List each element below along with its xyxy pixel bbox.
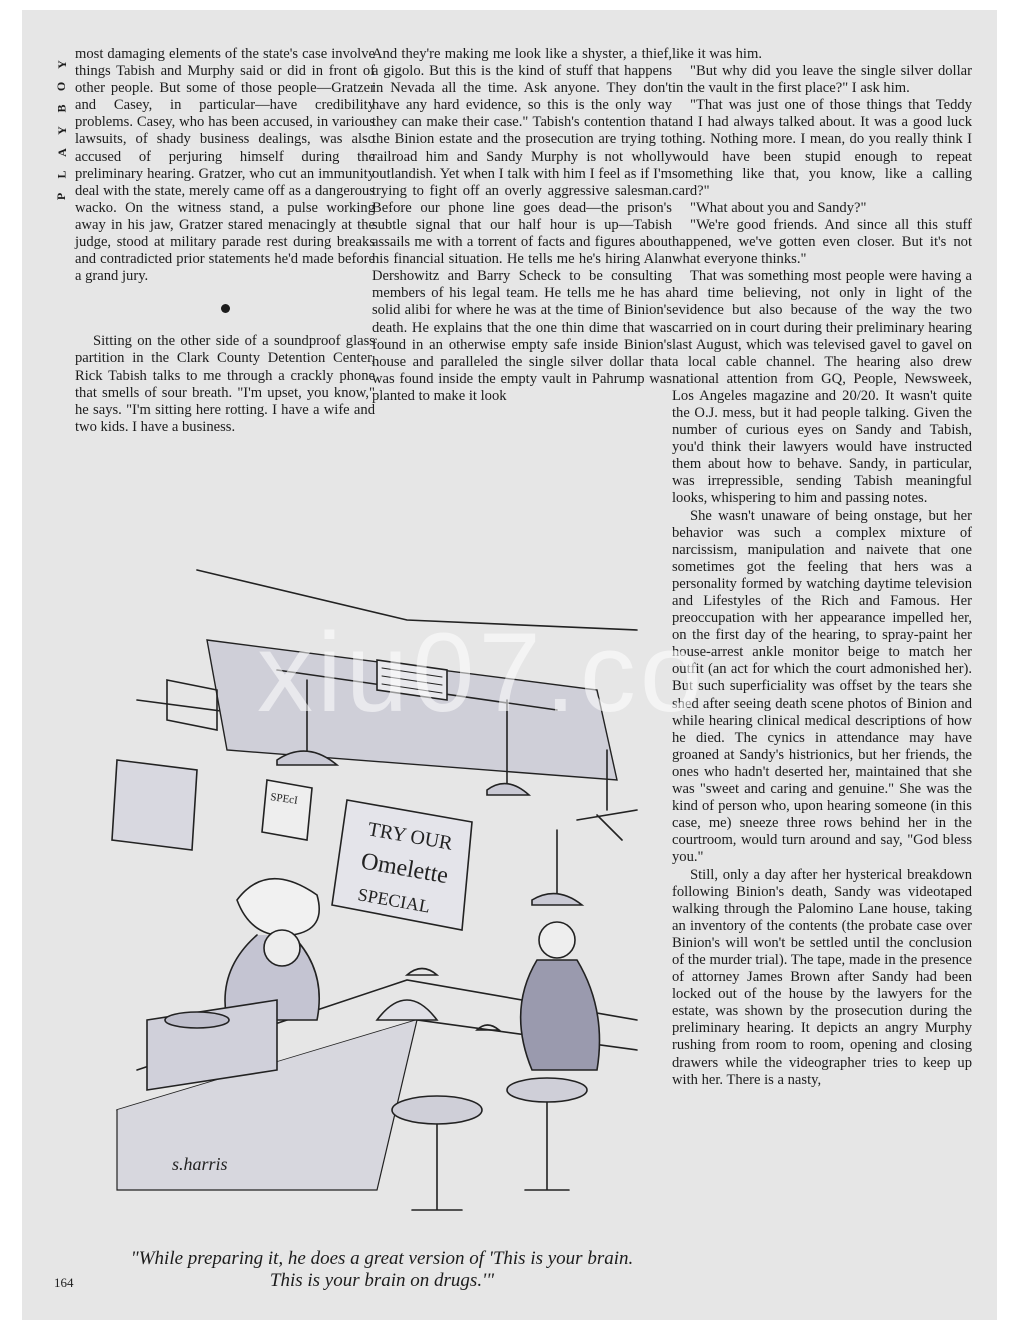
customer-figure	[521, 922, 600, 1070]
cartoonist-signature: s.harris	[172, 1154, 228, 1174]
paragraph: "What about you and Sandy?"	[690, 199, 867, 216]
article-column-1	[75, 46, 375, 436]
sign-line: Omelette	[358, 848, 451, 890]
paragraph: Sitting on the other side of a soundproof glass partition in the Clark County Detention Center, Rick Tabish talks to me through a crackly phone that smells of sour breath. "I'm upset, you know," he says. "I'm sitting here rotting. I have a wife and two kids. I have a business.	[75, 333, 375, 435]
paragraph: That was something most people were having a hard time believing, not only in light of the evidence but also because of the way the two carried on in court during their preliminary hearing last August, which was televised gavel to gavel on a local cable channel. The hearing also drew national attention from GQ, People, Newsweek, Los Angeles magazine and 20/20. It wasn't quite the O.J. mess, but it had people talking. Given the number of curious eyes on Sandy and Tabish, you'd think their lawyers would have instructed them about how to behave. Sandy, in particular, was irrepressible, sending Tabish meaningful looks, whispering to him and passing notes.	[672, 268, 972, 507]
paragraph: She wasn't unaware of being onstage, but her behavior was such a complex mixture of narcissism, manipulation and naivete that one sometimes got the feeling that hers was a personality formed by watching daytime television and Lifestyles of the Rich and Famous. Her preoccupation with her appearance impelled her, on the first day of the hearing, to spray-paint her house-arrest ankle monitor beige to match her outfit (an act for which the court admonished her). But such superficiality was offset by the tears she shed after seeing death scene photos of Binion and while hearing clinical medical descriptions of how he died. The cynics in attendance may have groaned at Sandy's histrionics, but her friends, the ones who hadn't deserted her, maintained that she was "sweet and caring and genuine." She was the kind of person who, upon hearing someone (in this case, me) sneeze three rows behind her in the courtroom, would turn around and say, "God bless you."	[672, 507, 972, 866]
sidebar-letter: Y	[54, 126, 69, 135]
paragraph: "But why did you leave the single silver dollar in the vault in the first place?" I ask him.	[672, 63, 972, 97]
article-column-3	[672, 46, 972, 1089]
chef-figure	[225, 879, 319, 1020]
sidebar-letter: Y	[54, 60, 69, 69]
section-break-bullet	[75, 303, 375, 317]
sign-line: TRY OUR	[366, 818, 455, 855]
sidebar-letter: O	[54, 81, 69, 92]
article-column-2	[372, 46, 672, 405]
sidebar-letter: P	[54, 192, 69, 201]
paragraph: And they're making me look like a shyster, a thief, a gigolo. But this is the kind of stuff that happens in Nevada all the time. Ask anyone. They don't have any hard evidence, so this is the only way they can make their case." Tabish's contention that the Binion estate and the prosecution are trying to railroad him and Sandy Murphy is not wholly outlandish. Yet when I talk with him I feel as if I'm trying to fight off an overly aggressive salesman. Before our phone line goes dead—the prison's subtle signal that our half hour is up—Tabish assails me with a torrent of facts and figures about his financial situation. He tells me he's hiring Alan Dershowitz and Barry Scheck to be consulting members of his legal team. He tells me he has a solid alibi for where he was at the time of Binion's death. He explains that the one thin dime that was found in an otherwise empty safe inside Binion's house and paralleled the single silver dollar that was found inside the empty vault in Pahrump was planted to make it look	[372, 46, 672, 404]
paragraph: most damaging elements of the state's case involve things Tabish and Murphy said or did in front of other people. But some of those people—Gratzer and Casey, in particular—have credibility problems. Casey, who has been accused, in various lawsuits, of shady business dealings, was also accused of perjuring himself during the preliminary hearing. Gratzer, who cut an immunity deal with the state, merely came off as a dangerous wacko. On the witness stand, a pulse working away in his jaw, Gratzer stared menacingly at the judge, stood at military parade rest during breaks and contradicted prior statements he'd made before a grand jury.	[75, 46, 375, 285]
small-sign-text: SPEcI	[269, 791, 299, 807]
paragraph: "That was just one of those things that Teddy and I had always talked about. It was a good luck thing. Nothing more. I mean, do you really think I would have been stupid enough to repeat something like that, you know, like a calling card?"	[672, 97, 972, 199]
magazine-page	[22, 10, 997, 1320]
paragraph: like it was him.	[672, 46, 762, 62]
page-number: 164	[54, 1275, 74, 1290]
sidebar-letter: A	[54, 148, 69, 157]
playboy-sidebar-logo	[50, 54, 74, 208]
sidebar-letter: L	[54, 170, 69, 179]
paragraph: Still, only a day after her hysterical breakdown following Binion's death, Sandy was videotaped walking through the Palomino Lane house, taking an inventory of the contents (the probate case over Binion's will won't be settled until the conclusion of the murder trial). The tape, made in the presence of attorney James Brown after Sandy had been locked out of the house by the lawyers for the estate, was shown by the prosecution during the preliminary hearing. It depicts an angry Murphy rushing from room to room, opening and closing drawers while the videographer tries to keep up with her. There is a nasty,	[672, 866, 972, 1088]
paragraph: "We're good friends. And since all this stuff happened, we've gotten even closer. But it's not what everyone thinks."	[672, 216, 972, 268]
sign-line: SPECIAL	[356, 884, 432, 917]
cartoon-illustration	[77, 550, 667, 1240]
diner-cartoon-drawing	[77, 550, 667, 1240]
watermark: xiu07.co	[257, 610, 707, 735]
cartoon-caption: "While preparing it, he does a great version of 'This is your brain. This is your brain on drugs.'"	[130, 1248, 634, 1291]
sidebar-letter: B	[54, 104, 69, 113]
